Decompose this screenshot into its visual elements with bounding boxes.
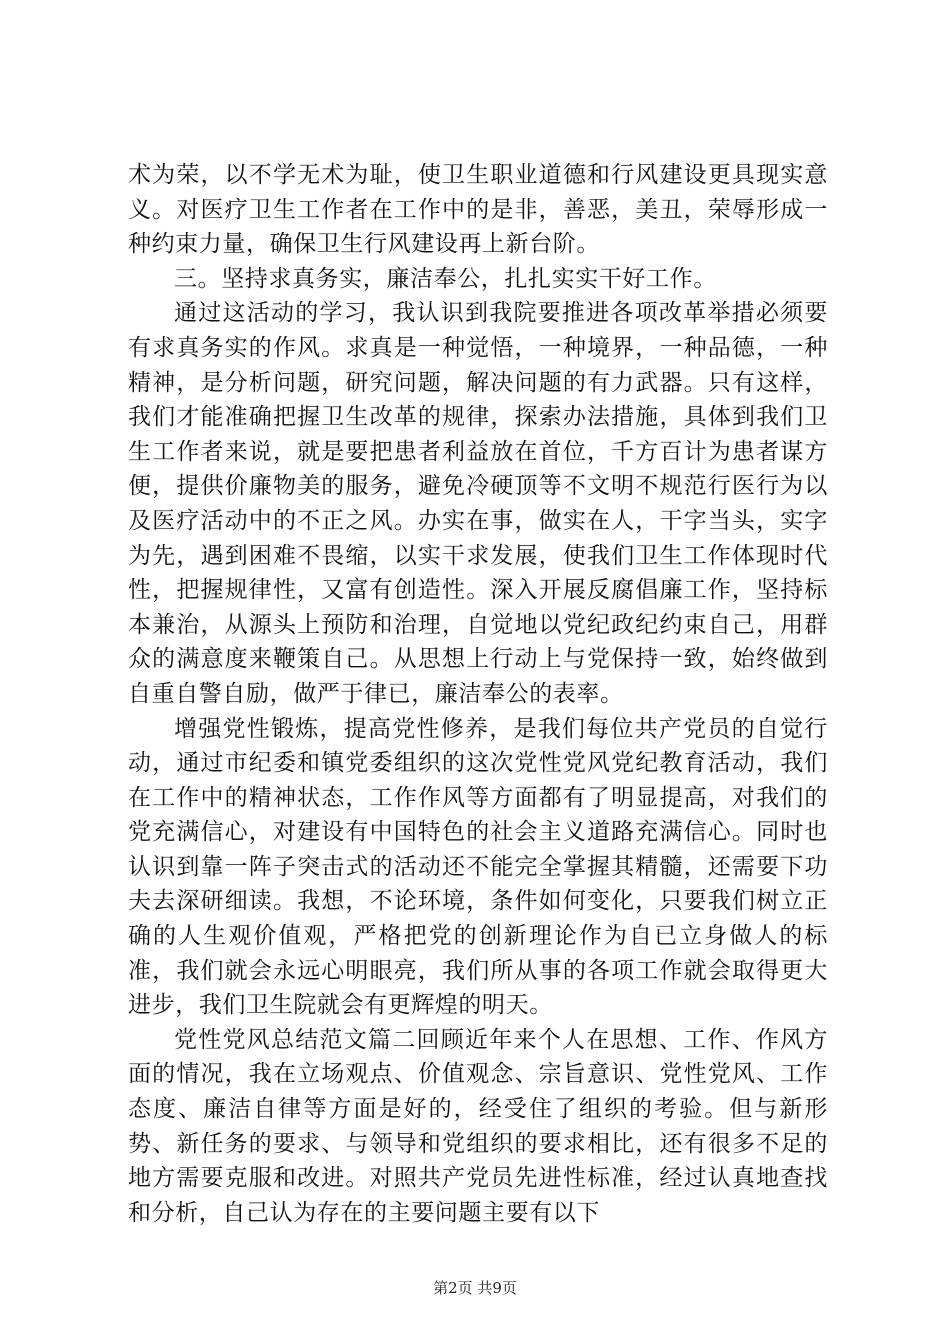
paragraph: 通过这活动的学习，我认识到我院要推进各项改革举措必须要有求真务实的作风。求真是一种觉悟，一种境界，一种品德，一种精神，是分析问题，研究问题，解决问题的有力武器。只有这样，我们才能准确把握卫生改革的规律，探索办法措施，具体到我们卫生工作者来说，就是要把患者利益放在首位，千方百计为患者谋方便，提供价廉物美的服务，避免冷硬顶等不文明不规范行医行为以及医疗活动中的不正之风。办实在事，做实在人，干字当头，实字为先，遇到困难不畏缩，以实干求发展，使我们卫生工作体现时代性，把握规律性，又富有创造性。深入开展反腐倡廉工作，坚持标本兼治，从源头上预防和治理，自觉地以党纪政纪约束自己，用群众的满意度来鞭策自己。从思想上行动上与党保持一致，始终做到自重自警自励，做严于律已，廉洁奉公的表率。 xyxy=(128,300,828,707)
section-heading: 三。坚持求真务实，廉洁奉公，扎扎实实干好工作。 xyxy=(174,265,717,292)
page-footer: 第2页 共9页 xyxy=(433,1279,517,1297)
document-body xyxy=(128,158,828,1230)
paragraph: 增强党性锻炼，提高党性修养，是我们每位共产党员的自觉行动，通过市纪委和镇党委组织的这次党性党风党纪教育活动，我们在工作中的精神状态，工作作风等方面都有了明显提高，对我们的党充满信心，对建设有中国特色的社会主义道路充满信心。同时也认识到靠一阵子突击式的活动还不能完全掌握其精髓，还需要下功夫去深研细读。我想，不论环境，条件如何变化，只要我们树立正确的人生观价值观，严格把党的创新理论作为自已立身做人的标准，我们就会永远心明眼亮，我们所从事的各项工作就会取得更大进步，我们卫生院就会有更辉煌的明天。 xyxy=(128,715,828,1019)
paragraph: 党性党风总结范文篇二回顾近年来个人在思想、工作、作风方面的情况，我在立场观点、价值观念、宗旨意识、党性党风、工作态度、廉洁自律等方面是好的，经受住了组织的考验。但与新形势、新任务的要求、与领导和党组织的要求相比，还有很多不足的地方需要克服和改进。对照共产党员先进性标准，经过认真地查找和分析，自己认为存在的主要问题主要有以下 xyxy=(128,1026,828,1226)
paragraph-continuation: 术为荣，以不学无术为耻，使卫生职业道德和行风建设更具现实意义。对医疗卫生工作者在工作中的是非，善恶，美丑，荣辱形成一种约束力量，确保卫生行风建设再上新台阶。 xyxy=(128,162,828,258)
